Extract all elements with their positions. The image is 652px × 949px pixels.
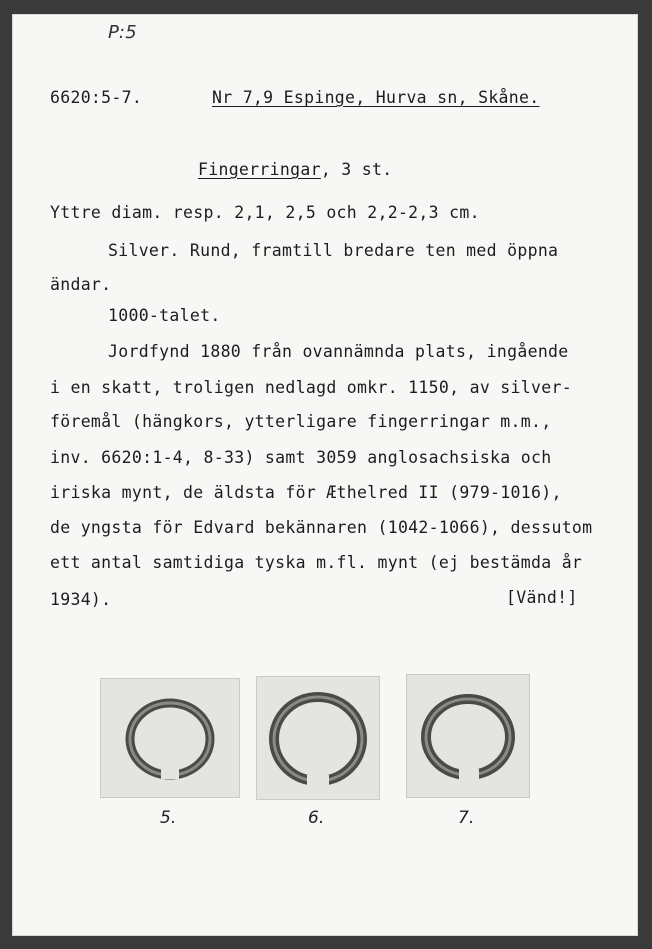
ring-6-image <box>257 677 379 799</box>
card-title <box>198 160 392 179</box>
ring-label-7: 7. <box>458 808 475 828</box>
ring-5-image <box>101 679 239 797</box>
ring-label-6: 6. <box>308 808 325 828</box>
catalog-card <box>12 14 638 936</box>
line-diameter: Yttre diam. resp. 2,1, 2,5 och 2,2-2,3 cm. <box>50 203 480 222</box>
ring-photo-5 <box>100 678 240 798</box>
line-find-5: iriska mynt, de äldsta för Æthelred II (979-1016), <box>50 483 562 502</box>
ring-photo-7 <box>406 674 530 798</box>
line-find-6: de yngsta för Edvard bekännaren (1042-1066), dessutom <box>50 518 593 537</box>
line-find-2: i en skatt, troligen nedlagd omkr. 1150, av silver- <box>50 378 572 397</box>
card-header: Nr 7,9 Espinge, Hurva sn, Skåne. <box>212 88 540 107</box>
title-word: Fingerringar <box>198 160 321 179</box>
title-count: , 3 st. <box>320 160 393 179</box>
line-find-7: ett antal samtidiga tyska m.fl. mynt (ej bestämda år <box>50 553 583 572</box>
line-find-4: inv. 6620:1-4, 8-33) samt 3059 anglosachsiska och <box>50 448 552 467</box>
line-material: Silver. Rund, framtill bredare ten med öppna <box>108 241 559 260</box>
line-find-3: föremål (hängkors, ytterligare fingerringar m.m., <box>50 412 552 431</box>
corner-note: P:5 <box>108 22 137 43</box>
ring-label-5: 5. <box>160 808 177 828</box>
line-find-8: 1934). <box>50 590 112 609</box>
line-dating: 1000-talet. <box>108 306 221 325</box>
ring-7-image <box>407 675 529 797</box>
ring-photo-6 <box>256 676 380 800</box>
turn-note: [Vänd!] <box>506 588 578 607</box>
line-material-cont: ändar. <box>50 275 112 294</box>
line-find-1: Jordfynd 1880 från ovannämnda plats, ingående <box>108 342 569 361</box>
inventory-number: 6620:5-7. <box>50 88 143 107</box>
